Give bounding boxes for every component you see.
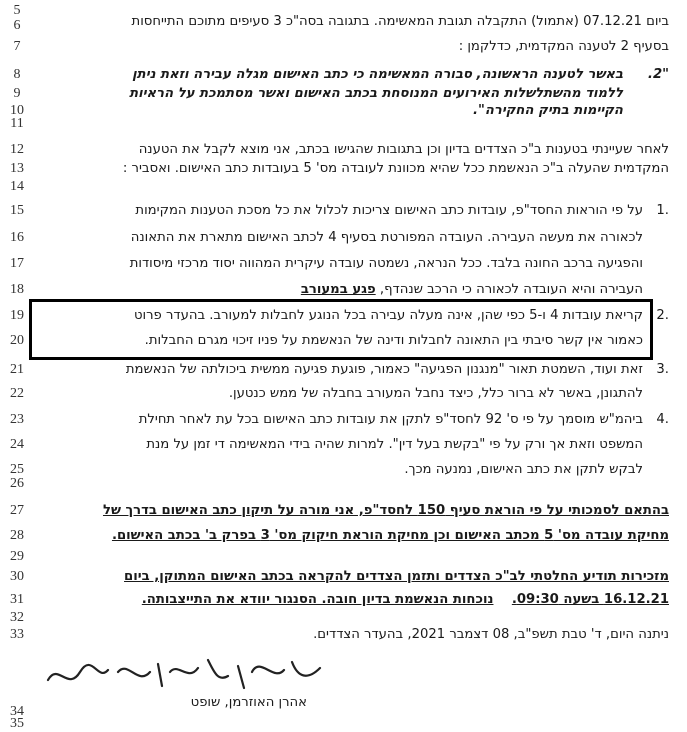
line-number: 25 bbox=[10, 462, 24, 477]
line-number: 14 bbox=[10, 179, 24, 194]
ruling-line: מזכירות תודיע החלטתי לב"כ הצדדים ותזמן הצדדים להקראה בכתב האישום המתוקן, ביום bbox=[124, 569, 669, 584]
line-number: 27 bbox=[10, 503, 24, 518]
quote-line: באשר לטענה הראשונה, סבורה המאשימה כי כתב האישום מגלה עבירה וזאת ניתן bbox=[132, 67, 623, 82]
line-number: 21 bbox=[10, 362, 24, 377]
item-number: .4 bbox=[656, 412, 669, 427]
emphasis-text: פגע במעורב bbox=[300, 282, 376, 297]
item-number: .2 bbox=[656, 308, 669, 323]
line-number: 11 bbox=[10, 116, 24, 131]
line-number: 15 bbox=[10, 203, 24, 218]
text-line: לאחר שעיינתי בטענות ב"כ הצדדים בדיון וכן בתגובות שהגישו בכתב, אני מוצא לקבל את הטענה bbox=[138, 142, 669, 157]
line-number: 28 bbox=[10, 528, 24, 543]
signer-name: אהרן האוזרמן, שופט bbox=[190, 695, 307, 710]
line-number: 20 bbox=[10, 333, 24, 348]
line-number: 23 bbox=[10, 412, 24, 427]
line-number: 30 bbox=[10, 569, 24, 584]
ruling-line: בהתאם לסמכותי על פי הוראת סעיף 150 לחסד"פ, אני מורה על תיקון כתב האישום בדרך של bbox=[102, 503, 669, 518]
text-line: כאמור אין קשר סיבתי בין התאונה לחבלות ודינה של הנאשמת על פניו זיכוי מגרם החבלות. bbox=[144, 333, 643, 348]
line-number: 12 bbox=[10, 142, 24, 157]
text-line: והפגיעה ברכב החונה בלבד. ככל הנראה, נשמטה עובדה עיקרית המהווה יסוד מרכזי מיסודות bbox=[129, 256, 643, 271]
line-number: 22 bbox=[10, 386, 24, 401]
line-number: 34 bbox=[10, 704, 24, 719]
quote-line: הקיימות בתיק החקירה". bbox=[472, 103, 623, 118]
text-line: על פי הוראות החסד"פ, עובדות כתב האישום צריכות לכלול את כל מסכת הטענות המקימות bbox=[135, 203, 643, 218]
text-line: ביהמ"ש מוסמך על פי ס' 92 לחסד"פ לתקן את עובדות כתב האישום בכל עת לאחר תחילת bbox=[138, 412, 643, 427]
text-line bbox=[36, 282, 643, 298]
text-line: ביום 07.12.21 (אתמול) התקבלה תגובת המאשימה. בתגובה בסה"כ 3 סעיפים מתוכם התייחסות bbox=[131, 14, 669, 29]
quote-line: ללמוד מהשתלשלות האירועים המנוסחת בכתב האישום ואשר מסתמכת על הראיות bbox=[129, 86, 623, 101]
text-line: בסעיף 2 לטענה המקדמית, כדלקמן : bbox=[458, 39, 669, 54]
line-number: 9 bbox=[13, 86, 21, 101]
line-number: 18 bbox=[10, 282, 24, 297]
ruling-line bbox=[36, 592, 669, 608]
line-number: 29 bbox=[10, 549, 24, 564]
line-number: 32 bbox=[10, 610, 24, 625]
line-number: 8 bbox=[13, 67, 21, 82]
item-number: .3 bbox=[656, 362, 669, 377]
text-line: לכאורה את מעשה העבירה. העובדה המפורטת בסעיף 4 לכתב האישום מתארת את התאונה bbox=[130, 230, 643, 245]
line-number: 10 bbox=[10, 103, 24, 118]
line-number: 35 bbox=[10, 716, 24, 731]
text-fragment: העבירה והיא העובדה לכאורה כי הרכב שנהדף, bbox=[375, 282, 643, 297]
line-number: 33 bbox=[10, 627, 24, 642]
line-number: 16 bbox=[10, 230, 24, 245]
line-number: 6 bbox=[13, 18, 21, 33]
hearing-date: 16.12.21 בשעה 09:30. bbox=[511, 592, 669, 607]
line-number: 24 bbox=[10, 437, 24, 452]
line-number: 17 bbox=[10, 256, 24, 271]
ruling-line: מחיקת עובדה מס' 5 מכתב האישום וכן מחיקת הוראת חיקוק מס' 3 בפרק ב' בכתב האישום. bbox=[111, 528, 669, 543]
text-line: זאת ועוד, השמטת תאור "מנגנון הפגיעה" כאמור, פוגעת פגיעה ממשית ביכולתה של הנאשמת bbox=[125, 362, 643, 377]
attendance-note: נוכחות הנאשמת בדיון חובה. הסנגור יוודא את התייצבותה. bbox=[141, 592, 494, 607]
text-line: המשפט וזאת אך ורק על פי "בקשת בעל דין". למרות שהיה בידי המאשימה די זמן על מנת bbox=[146, 437, 643, 452]
line-number: 5 bbox=[13, 3, 21, 18]
item-number: .1 bbox=[656, 203, 669, 218]
line-number: 13 bbox=[10, 161, 24, 176]
given-today-line: ניתנה היום, ד' טבת תשפ"ב, 08 דצמבר 2021, בהעדר הצדדים. bbox=[313, 627, 669, 642]
line-number: 7 bbox=[13, 39, 21, 54]
line-number: 31 bbox=[10, 592, 24, 607]
text-line: המקדמית שהעלה ב"כ הנאשמת ככל שהיא מכוונת לעובדה מס' 5 בעובדות כתב האישום. ואסביר : bbox=[122, 161, 669, 176]
line-number: 19 bbox=[10, 308, 24, 323]
text-line: קריאת עובדות 4 ו-5 כפי שהן, אינה מעלה עבירה בכל הנוגע לחבלות למעורב. בהעדר פרוט bbox=[133, 308, 643, 323]
text-line: לבקש לתקן את כתב האישום, נמנעה מכך. bbox=[404, 462, 643, 477]
line-number: 26 bbox=[10, 476, 24, 491]
text-line: להתגונן, באשר לא ברור כלל, כיצד נחבל המעורב בחבלה של ממש כנטען. bbox=[228, 386, 643, 401]
quote-number: "2. bbox=[647, 67, 669, 82]
